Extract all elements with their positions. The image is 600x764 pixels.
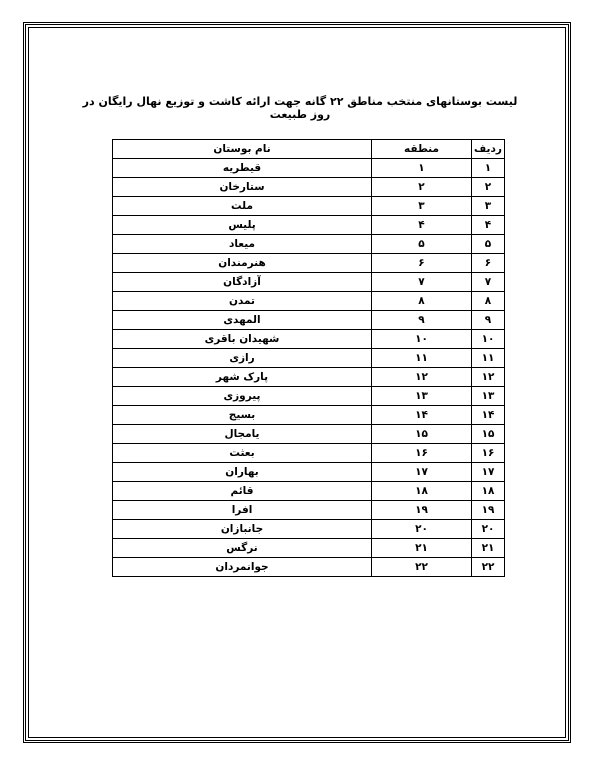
header-park-name: نام بوستان [113, 140, 372, 159]
park-name-cell: میعاد [113, 235, 372, 254]
park-name-cell: تمدن [113, 292, 372, 311]
row-number-cell: ۱۶ [472, 444, 505, 463]
region-cell: ۱۵ [372, 425, 472, 444]
row-number-cell: ۱۲ [472, 368, 505, 387]
park-name-cell: آزادگان [113, 273, 372, 292]
region-cell: ۱۹ [372, 501, 472, 520]
row-number-cell: ۱ [472, 159, 505, 178]
row-number-cell: ۵ [472, 235, 505, 254]
table-row [113, 463, 505, 482]
table-body [113, 159, 505, 577]
region-cell: ۷ [372, 273, 472, 292]
table-row [113, 520, 505, 539]
row-number-cell: ۲ [472, 178, 505, 197]
row-number-cell: ۶ [472, 254, 505, 273]
table-row [113, 254, 505, 273]
region-cell: ۱ [372, 159, 472, 178]
park-name-cell: پارک شهر [113, 368, 372, 387]
park-name-cell: بسیج [113, 406, 372, 425]
row-number-cell: ۱۳ [472, 387, 505, 406]
table-row [113, 235, 505, 254]
table-row [113, 539, 505, 558]
table-row [113, 330, 505, 349]
table-row [113, 482, 505, 501]
table-row [113, 216, 505, 235]
row-number-cell: ۱۵ [472, 425, 505, 444]
table-row [113, 444, 505, 463]
table-row [113, 311, 505, 330]
table-row [113, 558, 505, 577]
parks-table [112, 139, 505, 577]
table-row [113, 368, 505, 387]
region-cell: ۶ [372, 254, 472, 273]
region-cell: ۱۰ [372, 330, 472, 349]
table-row [113, 425, 505, 444]
region-cell: ۱۸ [372, 482, 472, 501]
header-region: منطقه [372, 140, 472, 159]
region-cell: ۲۱ [372, 539, 472, 558]
row-number-cell: ۱۹ [472, 501, 505, 520]
row-number-cell: ۷ [472, 273, 505, 292]
region-cell: ۱۷ [372, 463, 472, 482]
park-name-cell: قیطریه [113, 159, 372, 178]
region-cell: ۲۲ [372, 558, 472, 577]
park-name-cell: پلیس [113, 216, 372, 235]
region-cell: ۲ [372, 178, 472, 197]
region-cell: ۴ [372, 216, 472, 235]
row-number-cell: ۴ [472, 216, 505, 235]
park-name-cell: ستارخان [113, 178, 372, 197]
region-cell: ۱۶ [372, 444, 472, 463]
region-cell: ۸ [372, 292, 472, 311]
park-name-cell: نرگس [113, 539, 372, 558]
region-cell: ۲۰ [372, 520, 472, 539]
table-row [113, 349, 505, 368]
region-cell: ۵ [372, 235, 472, 254]
row-number-cell: ۲۱ [472, 539, 505, 558]
park-name-cell: بعثت [113, 444, 372, 463]
row-number-cell: ۳ [472, 197, 505, 216]
park-name-cell: یامجال [113, 425, 372, 444]
park-name-cell: هنرمندان [113, 254, 372, 273]
park-name-cell: شهیدان باقری [113, 330, 372, 349]
table-row [113, 178, 505, 197]
park-name-cell: رازی [113, 349, 372, 368]
region-cell: ۱۲ [372, 368, 472, 387]
region-cell: ۳ [372, 197, 472, 216]
row-number-cell: ۱۷ [472, 463, 505, 482]
row-number-cell: ۲۲ [472, 558, 505, 577]
row-number-cell: ۸ [472, 292, 505, 311]
row-number-cell: ۹ [472, 311, 505, 330]
table-row [113, 159, 505, 178]
row-number-cell: ۲۰ [472, 520, 505, 539]
region-cell: ۱۴ [372, 406, 472, 425]
table-row [113, 387, 505, 406]
row-number-cell: ۱۰ [472, 330, 505, 349]
header-row-number: ردیف [472, 140, 505, 159]
row-number-cell: ۱۴ [472, 406, 505, 425]
park-name-cell: ملت [113, 197, 372, 216]
row-number-cell: ۱۸ [472, 482, 505, 501]
row-number-cell: ۱۱ [472, 349, 505, 368]
table-row [113, 197, 505, 216]
table-row [113, 501, 505, 520]
region-cell: ۱۳ [372, 387, 472, 406]
table-row [113, 273, 505, 292]
park-name-cell: قائم [113, 482, 372, 501]
region-cell: ۹ [372, 311, 472, 330]
region-cell: ۱۱ [372, 349, 472, 368]
park-name-cell: بهاران [113, 463, 372, 482]
table-header-row [113, 140, 505, 159]
document-title: لیست بوستانهای منتخب مناطق ۲۲ گانه جهت ارائه کاشت و توزیع نهال رایگان در روز طبیعت [82, 95, 518, 121]
park-name-cell: المهدی [113, 311, 372, 330]
park-name-cell: جوانمردان [113, 558, 372, 577]
park-name-cell: پیروزی [113, 387, 372, 406]
table-row [113, 292, 505, 311]
park-name-cell: جانبازان [113, 520, 372, 539]
table-row [113, 406, 505, 425]
park-name-cell: افرا [113, 501, 372, 520]
